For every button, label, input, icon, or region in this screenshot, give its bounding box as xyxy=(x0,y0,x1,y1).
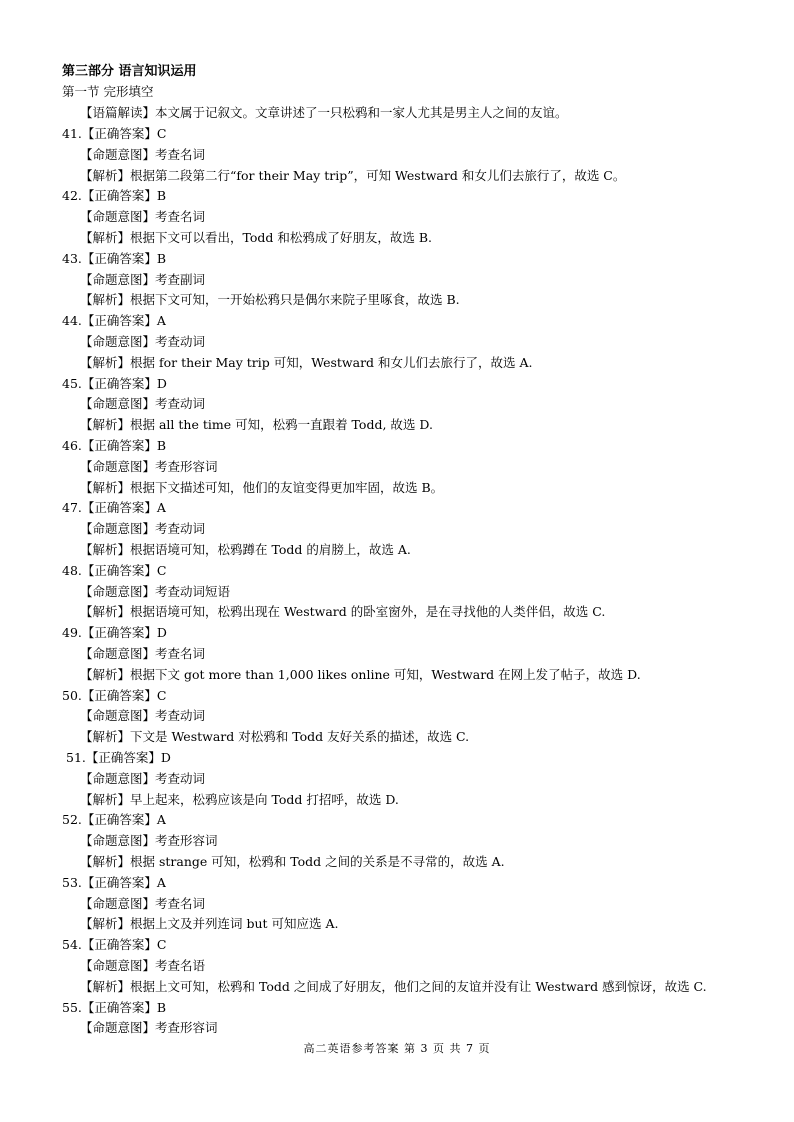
question-intent: 【命题意图】考查副词 xyxy=(80,271,206,287)
passage-interpretation: 【语篇解读】本文属于记叙文。文章讲述了一只松鸦和一家人尤其是男主人之间的友谊。 xyxy=(80,105,568,120)
answer-analysis: 【解析】根据第二段第二行“for their May trip”，可知 Westward 和女儿们去旅行了，故选 C。 xyxy=(80,167,626,183)
correct-answer: 49.【正确答案】D xyxy=(62,625,167,641)
question-intent: 【命题意图】考查动词 xyxy=(80,396,206,412)
correct-answer: 52.【正确答案】A xyxy=(62,812,166,828)
answer-analysis: 【解析】根据上文及并列连词 but 可知应选 A. xyxy=(80,916,339,932)
answer-analysis: 【解析】根据下文可以看出，Todd 和松鸦成了好朋友，故选 B. xyxy=(80,230,433,245)
answer-analysis: 【解析】下文是 Westward 对松鸦和 Todd 友好关系的描述，故选 C. xyxy=(80,729,470,745)
answer-analysis: 【解析】根据 all the time 可知，松鸦一直跟着 Todd, 故选 D. xyxy=(80,417,433,433)
answer-analysis: 【解析】根据语境可知，松鸦出现在 Westward 的卧室窗外，是在寻找他的人类伴侣，故选 C. xyxy=(80,604,606,620)
question-intent: 【命题意图】考查名词 xyxy=(80,209,206,225)
correct-answer: 48.【正确答案】C xyxy=(62,562,167,578)
answer-analysis: 【解析】根据上文可知，松鸦和 Todd 之间成了好朋友，他们之间的友谊并没有让 Westward 感到惊讶，故选 C. xyxy=(80,978,707,994)
correct-answer: 55.【正确答案】B xyxy=(62,999,167,1015)
correct-answer: 47.【正确答案】A xyxy=(62,500,166,516)
question-intent: 【命题意图】考查形容词 xyxy=(80,1020,218,1036)
section-title: 第三部分 语言知识运用 xyxy=(62,64,197,79)
correct-answer: 42.【正确答案】B xyxy=(62,188,167,204)
question-intent: 【命题意图】考查动词 xyxy=(80,334,206,349)
answer-analysis: 【解析】根据下文 got more than 1,000 likes online 可知，Westward 在网上发了帖子，故选 D. xyxy=(80,666,641,682)
page-footer: 高二英语参考答案 第 3 页 共 7 页 xyxy=(303,1042,491,1055)
correct-answer: 50.【正确答案】C xyxy=(62,687,167,703)
answer-analysis: 【解析】根据下文描述可知，他们的友谊变得更加牢固，故选 B。 xyxy=(80,479,444,495)
correct-answer: 51.【正确答案】D xyxy=(66,750,171,765)
question-intent: 【命题意图】考查名语 xyxy=(80,958,206,973)
answer-analysis: 【解析】根据语境可知，松鸦蹲在 Todd 的肩膀上，故选 A. xyxy=(80,542,411,557)
correct-answer: 54.【正确答案】C xyxy=(62,937,167,953)
question-intent: 【命题意图】考查名词 xyxy=(80,646,206,661)
question-intent: 【命题意图】考查动词 xyxy=(80,708,206,724)
question-intent: 【命题意图】考查形容词 xyxy=(80,458,218,474)
correct-answer: 46.【正确答案】B xyxy=(62,438,167,453)
correct-answer: 53.【正确答案】A xyxy=(62,874,166,890)
section-subtitle: 第一节 完形填空 xyxy=(62,84,154,99)
question-intent: 【命题意图】考查动词 xyxy=(80,521,206,537)
correct-answer: 43.【正确答案】B xyxy=(62,250,167,266)
answer-analysis: 【解析】早上起来，松鸦应该是向 Todd 打招呼，故选 D. xyxy=(80,791,399,807)
question-intent: 【命题意图】考查名词 xyxy=(80,895,206,911)
correct-answer: 41.【正确答案】C xyxy=(62,126,167,141)
question-intent: 【命题意图】考查动词 xyxy=(80,770,206,786)
answer-analysis: 【解析】根据 for their May trip 可知，Westward 和女儿们去旅行了，故选 A. xyxy=(80,354,533,370)
correct-answer: 45.【正确答案】D xyxy=(62,375,167,391)
answer-analysis: 【解析】根据 strange 可知，松鸦和 Todd 之间的关系是不寻常的，故选 A. xyxy=(80,854,505,869)
question-intent: 【命题意图】考查名词 xyxy=(80,146,206,162)
correct-answer: 44.【正确答案】A xyxy=(62,313,166,329)
question-intent: 【命题意图】考查形容词 xyxy=(80,833,218,849)
question-intent: 【命题意图】考查动词短语 xyxy=(80,583,231,599)
answer-analysis: 【解析】根据下文可知，一开始松鸦只是偶尔来院子里啄食，故选 B. xyxy=(80,292,460,308)
